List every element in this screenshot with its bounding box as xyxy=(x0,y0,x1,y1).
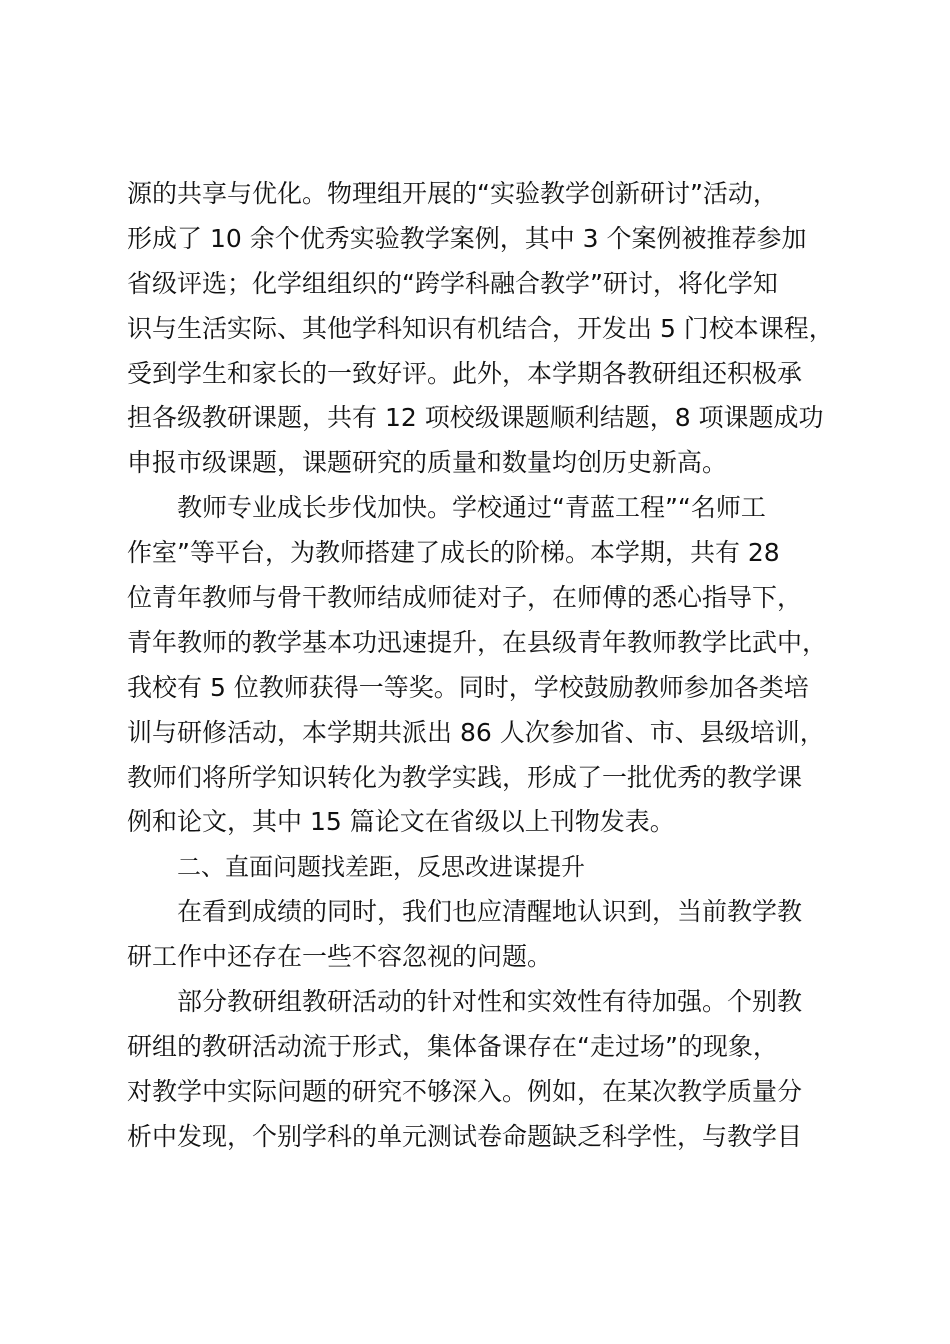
text-line: 训与研修活动，本学期共派出 86 人次参加省、市、县级培训， xyxy=(127,717,825,747)
text-line: 析中发现，个别学科的单元测试卷命题缺乏科学性，与教学目 xyxy=(127,1121,803,1151)
document-body xyxy=(127,172,847,1160)
paragraph-first-line: 教师专业成长步伐加快。学校通过“青蓝工程”“名师工 xyxy=(177,493,766,523)
text-line: 担各级教研课题，共有 12 项校级课题顺利结题，8 项课题成功 xyxy=(127,403,824,433)
text-line: 研组的教研活动流于形式，集体备课存在“走过场”的现象， xyxy=(127,1031,778,1061)
text-line: 形成了 10 余个优秀实验教学案例，其中 3 个案例被推荐参加 xyxy=(127,223,807,253)
text-line: 申报市级课题，课题研究的质量和数量均创历史新高。 xyxy=(127,448,728,478)
text-line: 对教学中实际问题的研究不够深入。例如，在某次教学质量分 xyxy=(127,1076,803,1106)
text-line: 作室”等平台，为教师搭建了成长的阶梯。本学期，共有 28 xyxy=(127,538,780,568)
paragraph-first-line: 在看到成绩的同时，我们也应清醒地认识到，当前教学教 xyxy=(177,897,803,927)
text-line: 识与生活实际、其他学科知识有机结合，开发出 5 门校本课程， xyxy=(127,313,834,343)
text-line: 省级评选；化学组组织的“跨学科融合教学”研讨，将化学知 xyxy=(127,268,778,298)
text-line: 教师们将所学知识转化为教学实践，形成了一批优秀的教学课 xyxy=(127,762,803,792)
text-line: 位青年教师与骨干教师结成师徒对子，在师傅的悉心指导下， xyxy=(127,583,803,613)
text-line: 研工作中还存在一些不容忽视的问题。 xyxy=(127,942,553,972)
text-line: 我校有 5 位教师获得一等奖。同时，学校鼓励教师参加各类培 xyxy=(127,672,809,702)
section-heading: 二、直面问题找差距，反思改进谋提升 xyxy=(177,853,585,882)
text-line: 受到学生和家长的一致好评。此外，本学期各教研组还积极承 xyxy=(127,358,803,388)
paragraph-first-line: 部分教研组教研活动的针对性和实效性有待加强。个别教 xyxy=(177,987,803,1017)
text-line: 例和论文，其中 15 篇论文在省级以上刊物发表。 xyxy=(127,807,675,837)
text-line: 源的共享与优化。物理组开展的“实验教学创新研讨”活动， xyxy=(127,179,778,208)
text-line: 青年教师的教学基本功迅速提升，在县级青年教师教学比武中， xyxy=(127,627,828,657)
